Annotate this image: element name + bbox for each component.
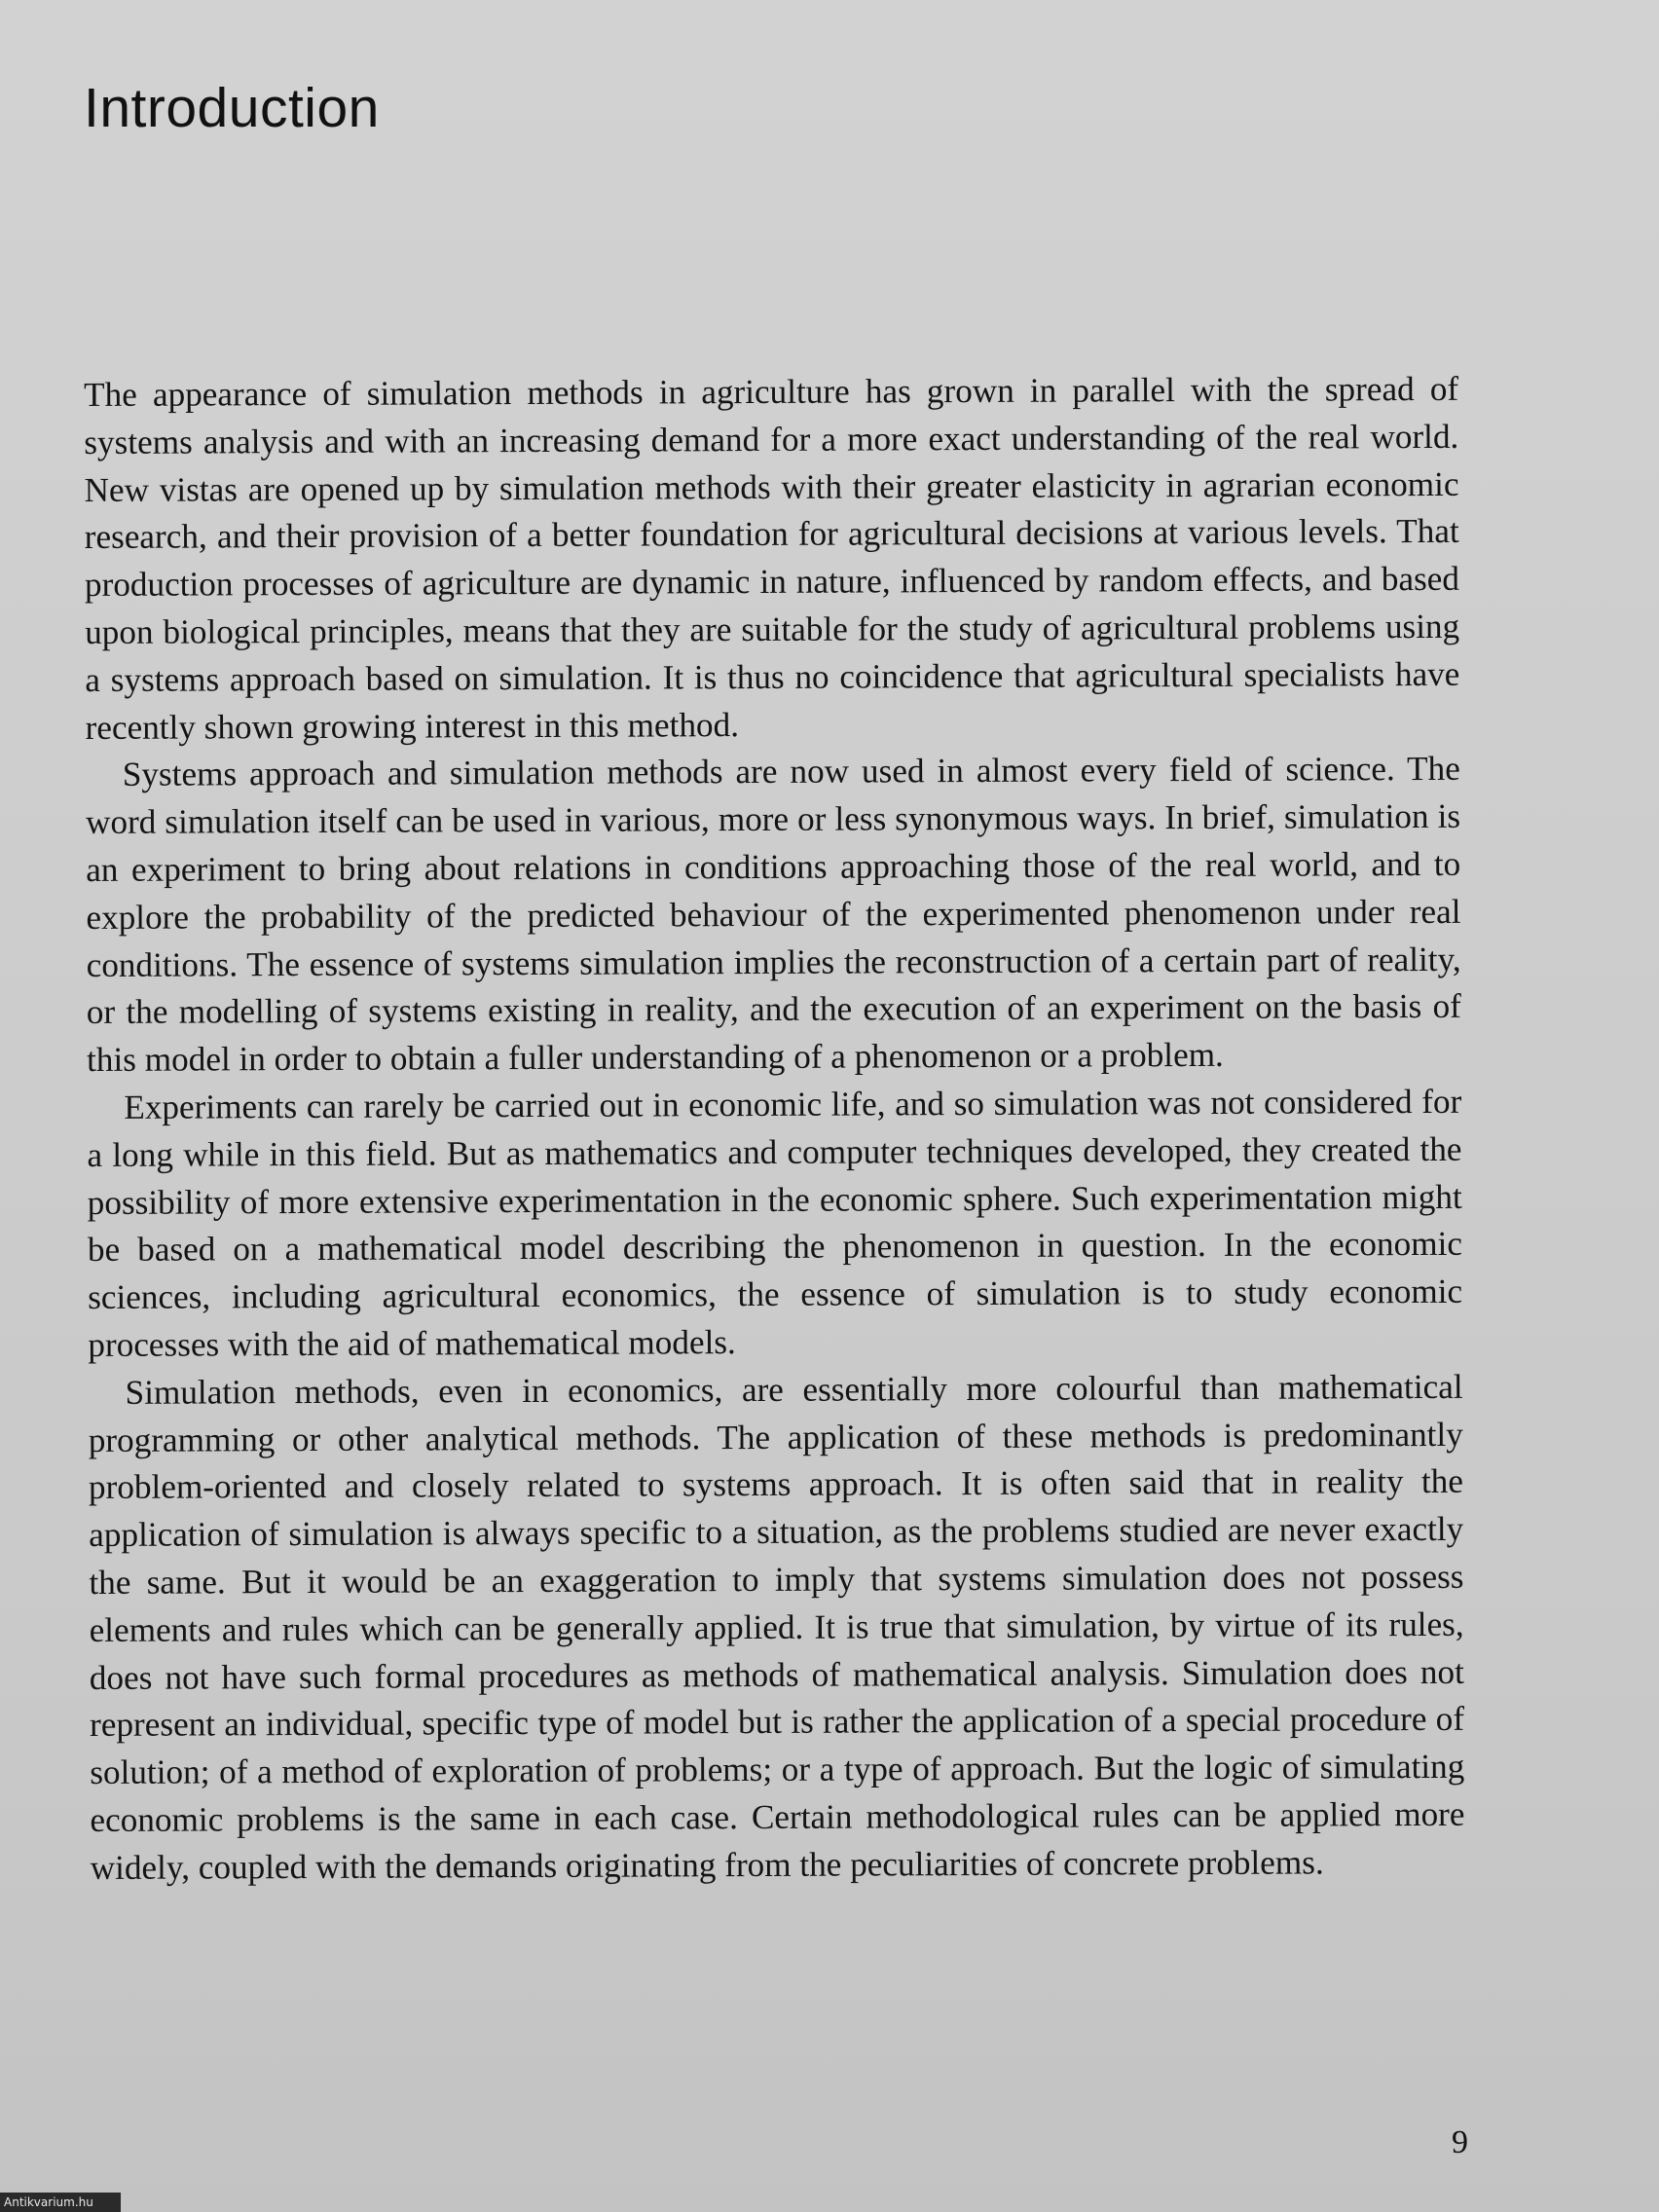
chapter-heading: Introduction bbox=[84, 77, 380, 139]
paragraph-2: Systems approach and simulation methods are now used in almost every field of science. The word simulation itself can be used in various, more or less synonymous ways. In brief, simulation is an experiment to bring about relations in conditions approaching those of the real world, and to explore the probability of the predicted behaviour of the experimented phenomenon under real conditions. The essence of systems simulation implies the reconstruction of a certain part of reality, or the modelling of systems existing in reality, and the execution of an experiment on the basis of this model in order to obtain a fuller understanding of a phenomenon or a problem. bbox=[85, 750, 1461, 1080]
body-text bbox=[84, 366, 1465, 1893]
paragraph-3: Experiments can rarely be carried out in economic life, and so simulation was not considered for a long while in this field. But as mathematics and computer techniques developed, they created the possibility of more extensive experimentation in the economic sphere. Such experimentation might be based on a mathematical model describing the phenomenon in question. In the economic sciences, including agricultural economics, the essence of simulation is to study economic processes with the aid of mathematical models. bbox=[87, 1082, 1463, 1364]
page-number: 9 bbox=[1452, 2124, 1468, 2160]
paragraph-4: Simulation methods, even in economics, are essentially more colourful than mathematical programming or other analytical methods. The application of these methods is predominantly problem-oriented and closely related to systems approach. It is often said that in reality the application of simulation is always specific to a situation, as the problems studied are never exactly the same. But it would be an exaggeration to imply that systems simulation does not possess elements and rules which can be generally applied. It is true that simulation, by virtue of its rules, does not have such formal procedures as methods of mathematical analysis. Simulation does not represent an individual, specific type of model but is rather the application of a special procedure of solution; of a method of exploration of problems; or a type of approach. But the logic of simulating economic problems is the same in each case. Certain methodological rules can be applied more widely, coupled with the demands originating from the peculiarities of concrete problems. bbox=[88, 1367, 1465, 1887]
paragraph-1: The appearance of simulation methods in agriculture has grown in parallel with the spread of systems analysis and with an increasing demand for a more exact understanding of the real world. New vistas are opened up by simulation methods with their greater elasticity in agrarian economic research, and their provision of a better foundation for agricultural decisions at various levels. That production processes of agriculture are dynamic in nature, influenced by random effects, and based upon biological principles, means that they are suitable for the study of agricultural problems using a systems approach based on simulation. It is thus no coincidence that agricultural specialists have recently shown growing interest in this method. bbox=[84, 369, 1460, 747]
watermark-label: Antikvarium.hu bbox=[0, 2193, 121, 2212]
